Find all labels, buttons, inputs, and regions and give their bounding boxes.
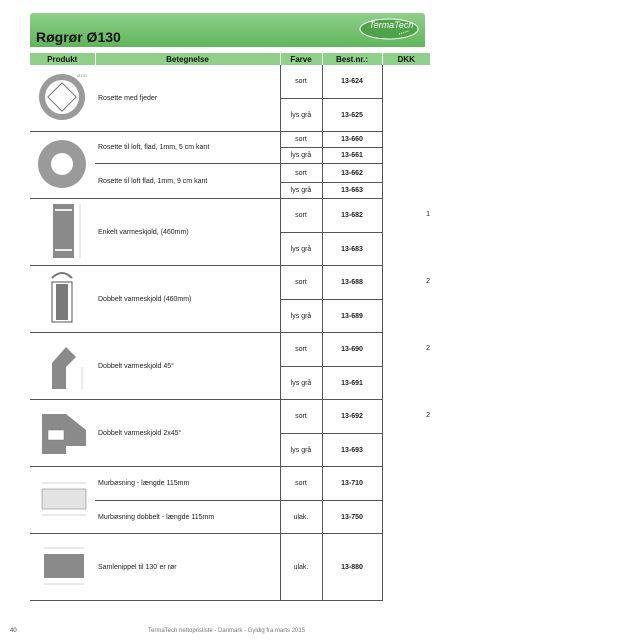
title-banner — [30, 13, 425, 47]
rosette-fjeder-image — [30, 65, 95, 132]
row-dkk: 2 — [426, 345, 430, 352]
row-description: Murbøsning - længde 115mm — [95, 467, 280, 501]
row-farve: lys grå — [280, 233, 322, 266]
page-title: Røgrør Ø130 — [36, 29, 121, 45]
varmeskjold-45-image — [30, 333, 95, 400]
row-farve: sort — [280, 467, 322, 501]
row-bestnr: 13-688 — [322, 266, 382, 300]
row-bestnr: 13-683 — [322, 233, 382, 266]
row-farve: lys grå — [280, 367, 322, 400]
row-bestnr: 13-660 — [322, 132, 382, 148]
samlenippel-image — [30, 534, 95, 601]
row-description: Rosette med fjeder — [95, 65, 280, 132]
row-bestnr: 13-691 — [322, 367, 382, 400]
row-bestnr: 13-682 — [322, 199, 382, 233]
col-produkt-header: Produkt — [30, 53, 95, 65]
row-bestnr: 13-661 — [322, 148, 382, 164]
row-farve: sort — [280, 199, 322, 233]
row-farve: lys grå — [280, 300, 322, 333]
row-bestnr: 13-663 — [322, 183, 382, 199]
row-dkk: 2 — [426, 412, 430, 419]
col-bestnr-header: Best.nr.: — [322, 53, 382, 65]
table-row — [30, 132, 430, 148]
enkelt-varmeskjold-image — [30, 199, 95, 266]
table-row — [30, 266, 430, 300]
table-row — [30, 467, 430, 501]
row-bestnr: 13-750 — [322, 501, 382, 534]
row-farve: lys grå — [280, 99, 322, 132]
logo-text: TermaTech — [369, 20, 414, 30]
table-row — [30, 333, 430, 367]
row-bestnr: 13-690 — [322, 333, 382, 367]
row-farve: sort — [280, 333, 322, 367]
row-farve: lys grå — [280, 148, 322, 164]
murboesning-image — [30, 467, 95, 534]
row-farve: sort — [280, 65, 322, 99]
table-header-row — [30, 53, 430, 65]
row-bestnr: 13-880 — [322, 534, 382, 601]
termatech-logo — [359, 17, 419, 41]
footer-text: TermaTech nettoprisliste - Danmark - Gyldig fra marts 2015 — [148, 628, 306, 634]
row-description: Dobbelt varmeskjold (460mm) — [95, 266, 280, 333]
row-bestnr: 13-662 — [322, 164, 382, 183]
row-farve: lys grå — [280, 434, 322, 467]
row-description: Dobbelt varmeskjold 45° — [95, 333, 280, 400]
row-dkk: 2 — [426, 278, 430, 285]
table-row — [30, 65, 430, 99]
row-description: Rosette til loft flad, 1mm, 9 cm kant — [95, 164, 280, 199]
row-description: Dobbelt varmeskjold 2x45° — [95, 400, 280, 467]
table-row — [30, 534, 430, 601]
row-description: Rosette til loft, flad, 1mm, 5 cm kant — [95, 132, 280, 164]
table-row — [30, 199, 430, 233]
row-bestnr: 13-689 — [322, 300, 382, 333]
product-table — [30, 53, 430, 601]
row-bestnr: 13-692 — [322, 400, 382, 434]
col-farve-header: Farve — [280, 53, 322, 65]
table-row — [30, 400, 430, 434]
row-dkk: 1 — [426, 211, 430, 218]
row-bestnr: 13-624 — [322, 65, 382, 99]
row-bestnr: 13-625 — [322, 99, 382, 132]
row-description: Murbøsning dobbelt - længde 115mm — [95, 501, 280, 534]
row-farve: ulak. — [280, 534, 322, 601]
row-farve: ulak. — [280, 501, 322, 534]
varmeskjold-2x45-image — [30, 400, 95, 467]
row-farve: sort — [280, 266, 322, 300]
col-betegnelse-header: Betegnelse — [95, 53, 280, 65]
page-number: 40 — [10, 628, 17, 634]
row-description: Enkelt varmeskjold, (460mm) — [95, 199, 280, 266]
rosette-loft-image — [30, 132, 95, 199]
row-bestnr: 13-710 — [322, 467, 382, 501]
row-farve: lys grå — [280, 183, 322, 199]
row-farve: sort — [280, 164, 322, 183]
dobbelt-varmeskjold-image — [30, 266, 95, 333]
row-bestnr: 13-693 — [322, 434, 382, 467]
svg-text:Ø130: Ø130 — [77, 73, 87, 78]
col-dkk-header: DKK — [382, 53, 430, 65]
row-farve: sort — [280, 400, 322, 434]
row-farve: sort — [280, 132, 322, 148]
row-description: Samlenippel til 130´er rør — [95, 534, 280, 601]
